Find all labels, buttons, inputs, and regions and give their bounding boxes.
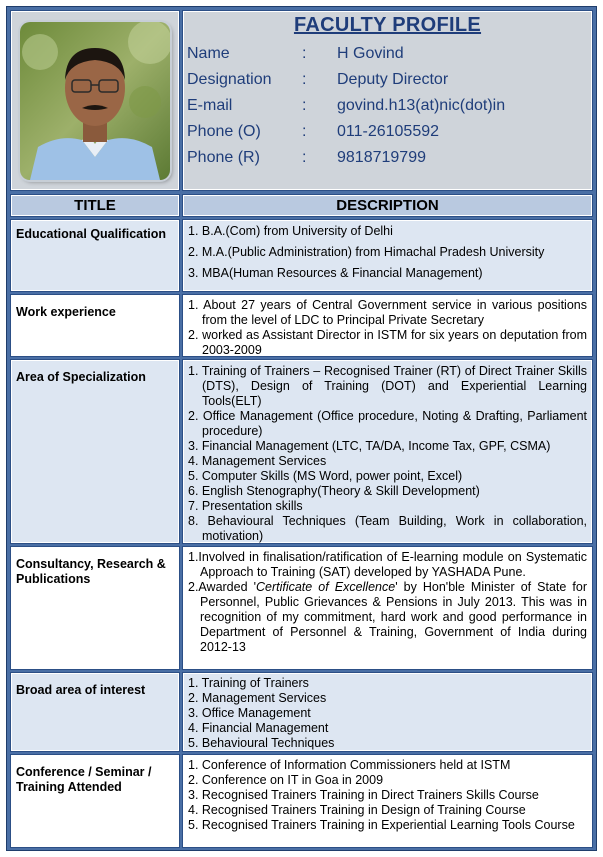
- row-desc-education: [183, 220, 592, 291]
- info-colon: :: [302, 149, 307, 166]
- list-item: 4. Recognised Trainers Training in Design of Training Course: [188, 803, 526, 817]
- info-value: H Govind: [337, 45, 404, 62]
- column-header-description: DESCRIPTION: [183, 195, 592, 216]
- column-header-title: TITLE: [11, 195, 179, 216]
- list-item: 2. Office Management (Office procedure, Noting & Drafting, Parliament procedure): [188, 409, 587, 438]
- info-colon: :: [302, 97, 307, 114]
- info-colon: :: [302, 45, 307, 62]
- row-label-work: Work experience: [11, 295, 179, 356]
- info-label: E-mail: [187, 97, 233, 114]
- info-value: Deputy Director: [337, 71, 449, 88]
- list-item: 1. B.A.(Com) from University of Delhi: [188, 224, 393, 238]
- info-label: Name: [187, 45, 230, 62]
- list-item: 3. Office Management: [188, 706, 311, 720]
- info-label: Phone (R): [187, 149, 260, 166]
- list-item: 5. Recognised Trainers Training in Experiential Learning Tools Course: [188, 818, 575, 832]
- list-item: 6. English Stenography(Theory & Skill Development): [188, 484, 480, 498]
- row-label-specialization: Area of Specialization: [11, 360, 179, 543]
- row-desc-specialization: [183, 360, 592, 543]
- row-label-education: Educational Qualification: [11, 220, 179, 291]
- award-text-pre: 2.Awarded ': [188, 580, 256, 594]
- info-label: Designation: [187, 71, 272, 88]
- list-item: 8. Behavioural Techniques (Team Building, Work in collaboration, motivation): [188, 514, 587, 543]
- list-item: 1. Training of Trainers – Recognised Trainer (RT) of Direct Trainer Skills (DTS), Design of Training (DOT) and Experiential Learning Tools(ELT): [188, 364, 587, 408]
- row-desc-conference: [183, 755, 592, 847]
- list-item: 5. Computer Skills (MS Word, power point, Excel): [188, 469, 463, 483]
- list-item: 1.Involved in finalisation/ratification of E-learning module on Systematic Approach to Training (SAT) developed by YASHADA Pune.: [188, 550, 587, 579]
- list-item: 4. Management Services: [188, 454, 327, 468]
- list-item: 1. Conference of Information Commissioners held at ISTM: [188, 758, 511, 772]
- award-name: Certificate of Excellence: [255, 580, 396, 594]
- profile-photo: [20, 22, 170, 180]
- profile-info-cell: [183, 11, 592, 190]
- list-item: 3. MBA(Human Resources & Financial Management): [188, 266, 483, 280]
- photo-cell: [11, 11, 179, 190]
- list-item: 1. Training of Trainers: [188, 676, 309, 690]
- award-text-post: ' by Hon'ble Minister of State for Personnel, Public Grievances & Pensions in July 2013. This was in recognition of my commitment, hard work and good performance in Department of Personnel & Training, Government of India during 2012-13: [200, 580, 587, 654]
- list-item: 3. Financial Management (LTC, TA/DA, Income Tax, GPF, CSMA): [188, 439, 551, 453]
- info-value: 9818719799: [337, 149, 426, 166]
- list-item: 4. Financial Management: [188, 721, 329, 735]
- row-desc-consultancy: [183, 547, 592, 669]
- row-desc-interest: [183, 673, 592, 751]
- row-label-interest: Broad area of interest: [11, 673, 179, 751]
- row-label-consultancy: Consultancy, Research & Publications: [11, 547, 179, 669]
- info-label: Phone (O): [187, 123, 261, 140]
- info-value: 011-26105592: [337, 123, 440, 140]
- row-desc-work: [183, 295, 592, 356]
- info-value: govind.h13(at)nic(dot)in: [337, 97, 506, 114]
- list-item: 7. Presentation skills: [188, 499, 303, 513]
- info-colon: :: [302, 123, 307, 140]
- page-title: FACULTY PROFILE: [293, 14, 482, 36]
- row-label-conference: Conference / Seminar / Training Attended: [11, 755, 179, 847]
- list-item: 3. Recognised Trainers Training in Direct Trainers Skills Course: [188, 788, 539, 802]
- list-item: 2. M.A.(Public Administration) from Himachal Pradesh University: [188, 245, 545, 259]
- list-item: 1. About 27 years of Central Government service in various positions from the level of LDC to Principal Private Secretary: [188, 298, 587, 327]
- list-item: [188, 580, 587, 655]
- list-item: 2. Conference on IT in Goa in 2009: [188, 773, 384, 787]
- info-colon: :: [302, 71, 307, 88]
- list-item: 2. Management Services: [188, 691, 327, 705]
- list-item: 5. Behavioural Techniques: [188, 736, 335, 750]
- list-item: 2. worked as Assistant Director in ISTM for six years on deputation from 2003-2009: [188, 328, 587, 357]
